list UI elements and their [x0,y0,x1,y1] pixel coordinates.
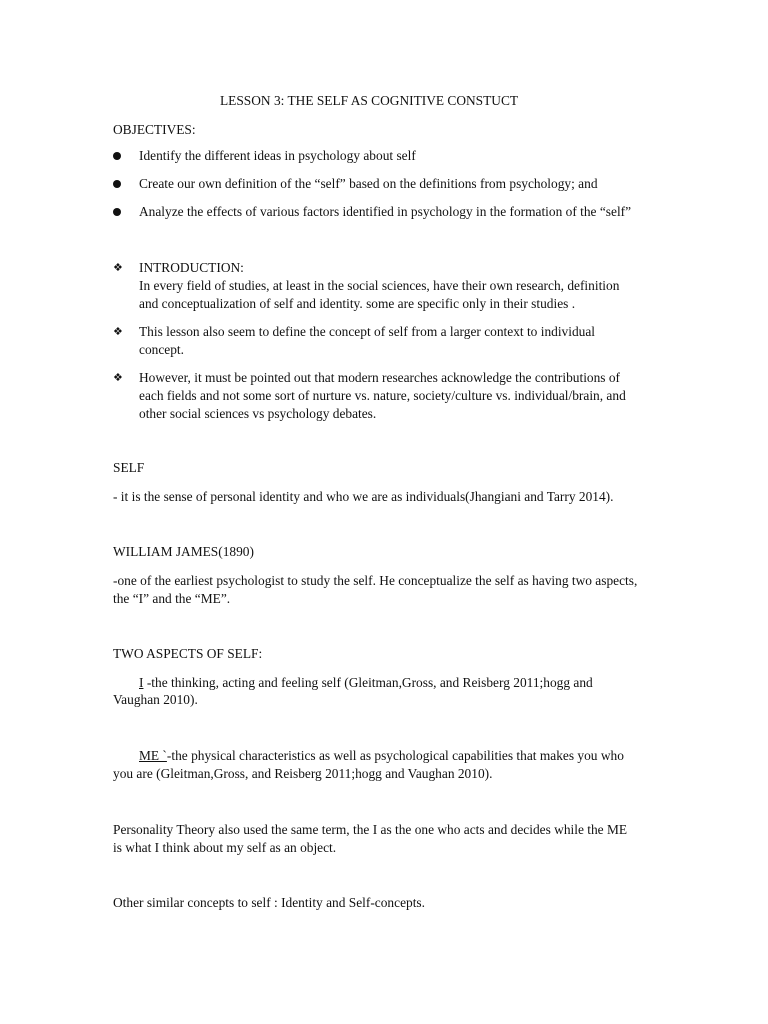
i-term: I [139,675,144,690]
objective-item-3: Analyze the effects of various factors identified in psychology in the formation of the “self” [139,204,632,219]
me-aspect-text: -the physical characteristics as well as psychological capabilities that makes you who [166,748,624,763]
introduction-text-line-2: and conceptualization of self and identity. some are specific only in their studies . [139,296,576,311]
william-james-line-2: the “I” and the “ME”. [113,591,231,606]
two-aspects-heading: TWO ASPECTS OF SELF: [113,646,263,661]
objectives-heading: OBJECTIVES: [113,122,196,137]
william-james-heading: WILLIAM JAMES(1890) [113,544,254,559]
introduction-text-line-1: In every field of studies, at least in the social sciences, have their own research, definition [139,278,620,293]
william-james-line-1: -one of the earliest psychologist to study the self. He conceptualize the self as having two aspects, [113,573,638,588]
introduction-heading: INTRODUCTION: [139,260,244,275]
i-aspect-line-2: Vaughan 2010). [113,692,198,707]
i-aspect-text: -the thinking, acting and feeling self (Gleitman,Gross, and Reisberg 2011;hogg and [146,675,593,690]
bullet-circle-icon [113,180,121,188]
other-concepts: Other similar concepts to self : Identity and Self-concepts. [113,895,425,910]
objective-item-2: Create our own definition of the “self” based on the definitions from psychology; and [139,176,598,191]
intro-point-2-line-1: This lesson also seem to define the concept of self from a larger context to individual [139,324,596,339]
personality-line-2: is what I think about my self as an object. [113,840,337,855]
personality-line-1: Personality Theory also used the same term, the I as the one who acts and decides while the ME [113,822,628,837]
self-definition: - it is the sense of personal identity and who we are as individuals(Jhangiani and Tarry 2014). [113,489,614,504]
intro-point-3-line-3: other social sciences vs psychology debates. [139,406,377,421]
intro-point-3-line-2: each fields and not some sort of nurture vs. nature, society/culture vs. individual/brain, and [139,388,626,403]
diamond-bullet-icon: ❖ [113,325,123,338]
self-heading: SELF [113,460,145,475]
objective-item-1: Identify the different ideas in psychology about self [139,148,416,163]
i-aspect-line-1 [139,674,593,692]
page-title: LESSON 3: THE SELF AS COGNITIVE CONSTUCT [220,93,519,108]
diamond-bullet-icon: ❖ [113,371,123,384]
intro-point-2-line-2: concept. [139,342,184,357]
bullet-circle-icon [113,208,121,216]
intro-point-3-line-1: However, it must be pointed out that modern researches acknowledge the contributions of [139,370,621,385]
me-aspect-line-1 [139,747,624,765]
diamond-bullet-icon: ❖ [113,261,123,274]
bullet-circle-icon [113,152,121,160]
me-aspect-line-2: you are (Gleitman,Gross, and Reisberg 2011;hogg and Vaughan 2010). [113,766,493,781]
me-term: ME ` [139,748,167,763]
